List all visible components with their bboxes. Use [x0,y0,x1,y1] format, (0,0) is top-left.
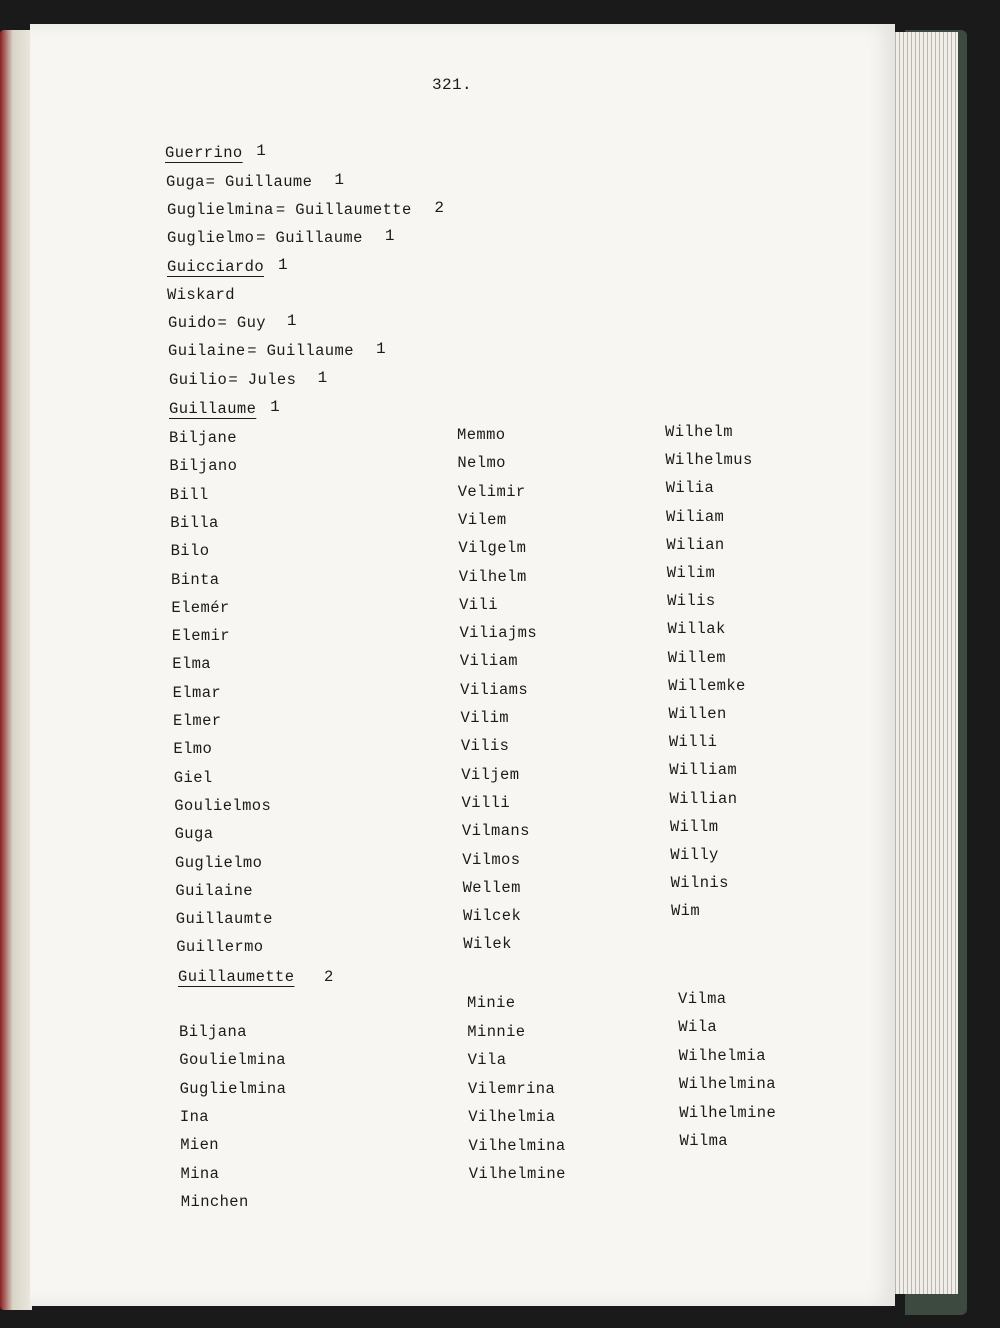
variant-name: Viliams [460,680,529,699]
variant-name: Billa [170,513,219,532]
variant-name: Elma [172,655,211,674]
variant-name: Wellem [462,878,521,897]
variant-name: Minchen [180,1192,249,1211]
entry-name: Guillaume [169,400,257,418]
variant-name: Velimir [457,482,526,501]
variant-name: Willem [667,648,727,667]
variant-name: Vilhelmia [468,1108,556,1126]
variant-name: Vilma [678,990,727,1008]
variant-name: Wilnis [670,874,729,893]
variant-name: Wilhelmina [678,1075,776,1094]
variant-name: Vili [459,595,498,614]
entry-count: 1 [376,340,387,358]
variant-name: Wilcek [462,907,522,926]
variant-name: Bill [169,485,209,504]
variant-name: Elemir [171,627,231,646]
variant-name: Elemér [171,598,230,617]
variant-name: Viliam [459,652,519,671]
entry-count: 1 [270,398,281,416]
entry-equivalent: = Guillaumette [275,201,412,219]
entry-count: 1 [334,171,345,189]
entry-equivalent: = Guillaume [256,229,363,247]
variant-name: Nelmo [457,454,506,473]
variant-name: Vilhelm [458,567,527,586]
variant-name: Wilma [679,1132,729,1150]
variant-name: Viljem [461,765,520,784]
variant-name: Vila [467,1051,507,1069]
entry-name: Guga [166,173,205,191]
variant-name: Villi [461,793,511,812]
variant-name: William [669,761,738,780]
entry-count: 1 [256,142,267,160]
variant-name: Bilo [170,542,210,561]
variant-name: Mien [180,1136,219,1155]
variant-name: Wilim [666,564,716,582]
variant-name: Guga [174,825,214,844]
variant-name: Guglielmo [175,853,263,872]
entry-name: Wiskard [167,286,235,304]
variant-name: Memmo [457,426,506,444]
variant-name: Wilis [667,592,716,611]
book-spine [0,30,32,1310]
variant-name: Elmo [173,740,213,759]
variant-name: Guillermo [176,938,264,957]
entry-name: Guilaine [168,342,246,360]
entry-equivalent: = Guy [217,314,267,332]
entry-name: Guicciardo [167,258,265,276]
variant-name: Willy [670,846,719,864]
variant-name: Elmar [172,683,222,702]
variant-name: Wilhelm [665,423,733,441]
variant-name: Binta [171,570,220,589]
variant-name: Biljano [169,457,238,476]
variant-name: Guglielmina [179,1079,287,1098]
variant-name: Willemke [668,676,746,695]
guillaumette-count: 2 [324,968,334,986]
variant-name: Viliajms [459,624,538,643]
variant-name: Wila [678,1018,718,1037]
variant-name: Wilek [463,935,512,954]
variant-name: Wilhelmus [665,451,753,470]
entry-equivalent: = Guillaume [247,342,354,360]
variant-name: Vilhelmina [468,1136,566,1155]
entry-count: 1 [317,369,328,387]
variant-name: Wilhelmine [679,1103,777,1122]
entry-name: Guilio [169,371,228,389]
variant-name: Minie [467,994,516,1012]
guillaumette-heading: Guillaumette [178,968,295,986]
variant-name: Guilaine [175,881,254,900]
page-number: 321. [432,76,473,94]
variant-name: Giel [173,768,213,787]
variant-name: Vilemrina [467,1079,556,1098]
variant-name: Wilia [665,479,715,498]
variant-name: Goulielmos [174,796,272,815]
variant-name: Willen [668,705,727,723]
variant-name: Wim [670,902,701,921]
variant-name: Ina [179,1107,209,1126]
entry-name: Guido [168,314,217,332]
entry-equivalent: = Jules [228,371,297,389]
variant-name: Willm [669,817,719,836]
variant-name: Vilem [458,510,507,529]
variant-name: Vilis [460,737,510,756]
variant-name: Elmer [173,712,222,730]
variant-name: Wiliam [666,507,725,526]
variant-name: Wilian [666,535,725,554]
variant-name: Vilim [460,709,510,727]
entry-count: 1 [384,227,395,245]
entry-name: Guglielmo [167,229,255,247]
entry-name: Guerrino [165,144,243,162]
variant-name: Willi [668,733,718,752]
variant-name: Minnie [467,1022,526,1041]
book-page [30,24,895,1306]
entry-equivalent: = Guillaume [205,173,313,191]
page-edges [888,32,958,1294]
variant-name: Vilgelm [458,539,527,558]
variant-name: Mina [180,1164,220,1183]
variant-name: Guillaumte [175,910,273,929]
variant-name: Goulielmina [179,1051,287,1070]
variant-name: Wilhelmia [678,1046,766,1065]
variant-name: Vilhelmine [468,1165,566,1183]
entry-name: Guglielmina [167,201,274,219]
variant-name: Willak [667,620,726,639]
variant-name: Biljane [169,429,237,447]
variant-name: Vilmos [462,850,521,869]
entry-count: 2 [434,199,445,217]
entry-count: 1 [286,312,297,330]
variant-name: Vilmans [461,822,530,841]
entry-count: 1 [278,256,289,274]
variant-name: Willian [669,789,738,808]
variant-name: Biljana [179,1023,247,1041]
